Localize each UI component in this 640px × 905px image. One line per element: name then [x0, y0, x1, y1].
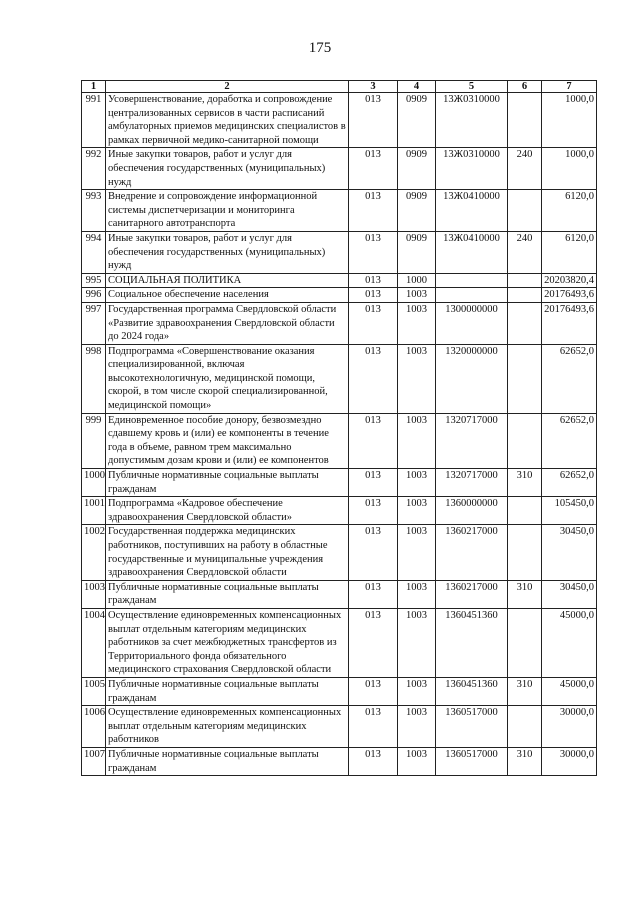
row-name-cell: Подпрограмма «Совершенствование оказания специализированной, включая высокотехнологичную, медицинской помощи, скорой, в том числе скорой специализированной, медицинской помощи»	[106, 344, 349, 413]
row-name-cell: Публичные нормативные социальные выплаты гражданам	[106, 580, 349, 608]
ministry-code-cell: 013	[349, 231, 398, 273]
table-row	[82, 608, 597, 677]
section-code-cell: 1003	[398, 677, 436, 705]
target-article-cell: 1360517000	[436, 706, 508, 748]
amount-cell: 6120,0	[542, 190, 597, 232]
target-article-cell: 13Ж0310000	[436, 148, 508, 190]
ministry-code-cell: 013	[349, 148, 398, 190]
row-name-cell: Иные закупки товаров, работ и услуг для обеспечения государственных (муниципальных) нужд	[106, 231, 349, 273]
expense-type-cell: 310	[508, 469, 542, 497]
section-code-cell: 0909	[398, 93, 436, 148]
row-name-cell: Осуществление единовременных компенсационных выплат отдельным категориям медицинских работников	[106, 706, 349, 748]
row-number-cell: 995	[82, 273, 106, 288]
section-code-cell: 0909	[398, 148, 436, 190]
row-name-cell: СОЦИАЛЬНАЯ ПОЛИТИКА	[106, 273, 349, 288]
row-name-cell: Осуществление единовременных компенсационных выплат отдельным категориям медицинских работников за счет межбюджетных трансфертов из Территориального фонда обязательного медицинского страхования Свердловской области	[106, 608, 349, 677]
section-code-cell: 1003	[398, 497, 436, 525]
row-name-cell: Государственная программа Свердловской области «Развитие здравоохранения Свердловской области до 2024 года»	[106, 302, 349, 344]
section-code-cell: 1003	[398, 608, 436, 677]
row-number-cell: 1007	[82, 747, 106, 775]
row-number-cell: 1005	[82, 677, 106, 705]
table-row	[82, 525, 597, 580]
expense-type-cell: 310	[508, 580, 542, 608]
row-number-cell: 1001	[82, 497, 106, 525]
ministry-code-cell: 013	[349, 706, 398, 748]
amount-cell: 30450,0	[542, 580, 597, 608]
table-row	[82, 93, 597, 148]
column-header: 4	[398, 81, 436, 93]
amount-cell: 1000,0	[542, 148, 597, 190]
row-number-cell: 1003	[82, 580, 106, 608]
target-article-cell: 1360217000	[436, 525, 508, 580]
row-number-cell: 999	[82, 413, 106, 468]
section-code-cell: 1003	[398, 469, 436, 497]
ministry-code-cell: 013	[349, 302, 398, 344]
table-row	[82, 469, 597, 497]
target-article-cell: 1320717000	[436, 469, 508, 497]
expense-type-cell: 240	[508, 148, 542, 190]
table-row	[82, 302, 597, 344]
section-code-cell: 1003	[398, 747, 436, 775]
ministry-code-cell: 013	[349, 469, 398, 497]
expense-type-cell	[508, 344, 542, 413]
table-row	[82, 497, 597, 525]
section-code-cell: 1003	[398, 344, 436, 413]
section-code-cell: 1003	[398, 525, 436, 580]
column-header: 5	[436, 81, 508, 93]
row-number-cell: 996	[82, 288, 106, 303]
row-number-cell: 997	[82, 302, 106, 344]
ministry-code-cell: 013	[349, 413, 398, 468]
table-row	[82, 413, 597, 468]
expense-type-cell	[508, 93, 542, 148]
row-number-cell: 993	[82, 190, 106, 232]
amount-cell: 30000,0	[542, 706, 597, 748]
column-header: 3	[349, 81, 398, 93]
table-row	[82, 747, 597, 775]
section-code-cell: 1003	[398, 413, 436, 468]
column-header: 2	[106, 81, 349, 93]
table-header-row	[82, 81, 597, 93]
row-number-cell: 1004	[82, 608, 106, 677]
column-header: 1	[82, 81, 106, 93]
expense-type-cell	[508, 497, 542, 525]
section-code-cell: 1000	[398, 273, 436, 288]
ministry-code-cell: 013	[349, 525, 398, 580]
target-article-cell: 13Ж0410000	[436, 190, 508, 232]
expense-type-cell	[508, 273, 542, 288]
ministry-code-cell: 013	[349, 288, 398, 303]
row-name-cell: Публичные нормативные социальные выплаты гражданам	[106, 677, 349, 705]
table-row	[82, 706, 597, 748]
row-name-cell: Государственная поддержка медицинских работников, поступивших на работу в областные государственные и муниципальные учреждения здравоохранения Свердловской области	[106, 525, 349, 580]
expense-type-cell	[508, 288, 542, 303]
expense-type-cell	[508, 706, 542, 748]
section-code-cell: 1003	[398, 302, 436, 344]
ministry-code-cell: 013	[349, 344, 398, 413]
ministry-code-cell: 013	[349, 677, 398, 705]
section-code-cell: 0909	[398, 231, 436, 273]
amount-cell: 6120,0	[542, 231, 597, 273]
row-name-cell: Иные закупки товаров, работ и услуг для обеспечения государственных (муниципальных) нужд	[106, 148, 349, 190]
table-row	[82, 288, 597, 303]
ministry-code-cell: 013	[349, 497, 398, 525]
row-name-cell: Социальное обеспечение населения	[106, 288, 349, 303]
amount-cell: 1000,0	[542, 93, 597, 148]
table-row	[82, 273, 597, 288]
row-number-cell: 1002	[82, 525, 106, 580]
row-name-cell: Публичные нормативные социальные выплаты гражданам	[106, 747, 349, 775]
section-code-cell: 1003	[398, 580, 436, 608]
row-name-cell: Публичные нормативные социальные выплаты гражданам	[106, 469, 349, 497]
row-name-cell: Внедрение и сопровождение информационной системы диспетчеризации и мониторинга санитарного автотранспорта	[106, 190, 349, 232]
row-name-cell: Усовершенствование, доработка и сопровождение централизованных сервисов в части расписаний амбулаторных приемов медицинских специалистов в рамках первичной медико-санитарной помощи	[106, 93, 349, 148]
target-article-cell: 1360217000	[436, 580, 508, 608]
target-article-cell: 13Ж0310000	[436, 93, 508, 148]
amount-cell: 20203820,4	[542, 273, 597, 288]
page-number: 175	[308, 40, 332, 56]
target-article-cell: 1360451360	[436, 677, 508, 705]
budget-table	[81, 80, 597, 776]
amount-cell: 30000,0	[542, 747, 597, 775]
table-body	[82, 93, 597, 776]
section-code-cell: 0909	[398, 190, 436, 232]
table-row	[82, 190, 597, 232]
target-article-cell: 1320717000	[436, 413, 508, 468]
ministry-code-cell: 013	[349, 273, 398, 288]
row-number-cell: 991	[82, 93, 106, 148]
row-number-cell: 998	[82, 344, 106, 413]
row-name-cell: Единовременное пособие донору, безвозмездно сдавшему кровь и (или) ее компоненты в течение года в объеме, равном трем максимально допустимым дозам крови и (или) ее компонентов	[106, 413, 349, 468]
row-name-cell: Подпрограмма «Кадровое обеспечение здравоохранения Свердловской области»	[106, 497, 349, 525]
section-code-cell: 1003	[398, 706, 436, 748]
target-article-cell: 1360000000	[436, 497, 508, 525]
expense-type-cell: 240	[508, 231, 542, 273]
expense-type-cell: 310	[508, 677, 542, 705]
amount-cell: 62652,0	[542, 469, 597, 497]
table-row	[82, 148, 597, 190]
expense-type-cell	[508, 302, 542, 344]
ministry-code-cell: 013	[349, 190, 398, 232]
amount-cell: 45000,0	[542, 677, 597, 705]
table-row	[82, 344, 597, 413]
amount-cell: 105450,0	[542, 497, 597, 525]
amount-cell: 20176493,6	[542, 302, 597, 344]
amount-cell: 45000,0	[542, 608, 597, 677]
ministry-code-cell: 013	[349, 747, 398, 775]
row-number-cell: 1006	[82, 706, 106, 748]
row-number-cell: 1000	[82, 469, 106, 497]
table-row	[82, 580, 597, 608]
row-number-cell: 994	[82, 231, 106, 273]
expense-type-cell: 310	[508, 747, 542, 775]
table-row	[82, 231, 597, 273]
column-header: 7	[542, 81, 597, 93]
row-number-cell: 992	[82, 148, 106, 190]
target-article-cell: 13Ж0410000	[436, 231, 508, 273]
target-article-cell: 1300000000	[436, 302, 508, 344]
expense-type-cell	[508, 413, 542, 468]
ministry-code-cell: 013	[349, 580, 398, 608]
target-article-cell	[436, 273, 508, 288]
column-header: 6	[508, 81, 542, 93]
expense-type-cell	[508, 190, 542, 232]
target-article-cell	[436, 288, 508, 303]
amount-cell: 20176493,6	[542, 288, 597, 303]
expense-type-cell	[508, 608, 542, 677]
section-code-cell: 1003	[398, 288, 436, 303]
target-article-cell: 1360451360	[436, 608, 508, 677]
amount-cell: 62652,0	[542, 413, 597, 468]
table-row	[82, 677, 597, 705]
expense-type-cell	[508, 525, 542, 580]
ministry-code-cell: 013	[349, 608, 398, 677]
target-article-cell: 1320000000	[436, 344, 508, 413]
ministry-code-cell: 013	[349, 93, 398, 148]
amount-cell: 30450,0	[542, 525, 597, 580]
amount-cell: 62652,0	[542, 344, 597, 413]
target-article-cell: 1360517000	[436, 747, 508, 775]
